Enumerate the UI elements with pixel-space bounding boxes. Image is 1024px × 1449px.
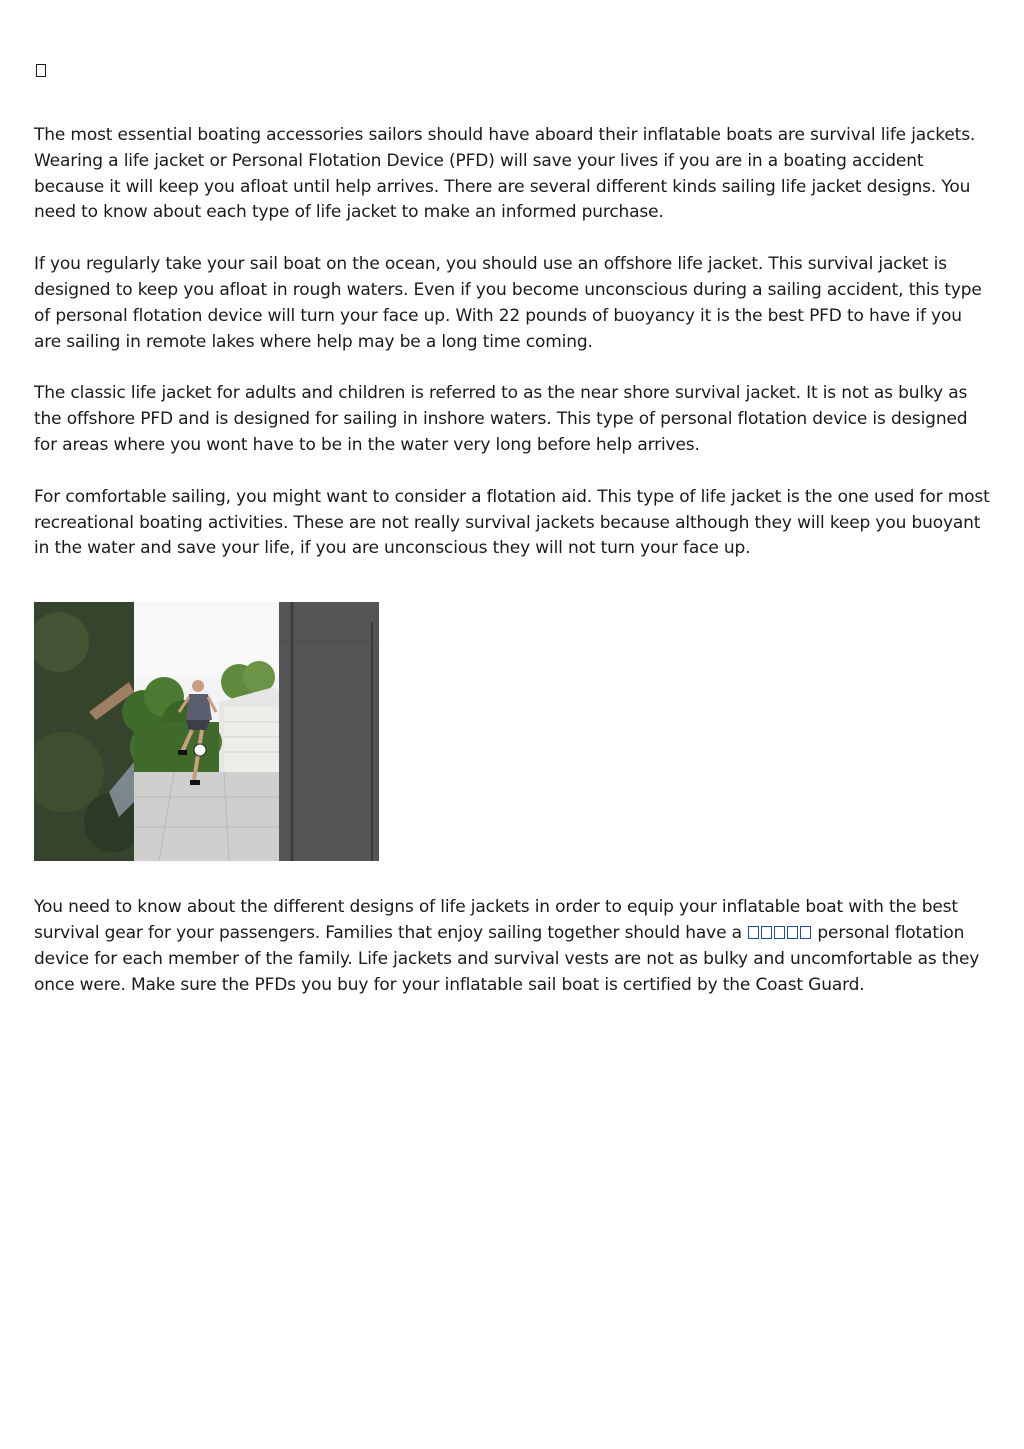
paragraph-5 <box>34 895 994 998</box>
missing-glyph-icon <box>36 64 46 77</box>
soccer-photo <box>34 602 379 861</box>
paragraph-4: For comfortable sailing, you might want to consider a flotation aid. This type of life jacket is the one used for most recreational boating activities. These are not really survival jackets because although they will keep you buoyant in the water and save your life, if you are unconscious they will not turn your face up. <box>34 486 990 559</box>
paragraph-5-text-start: You need to know about the different designs of life jackets in order to equip your inflatable boat with the best survival gear for your passengers. Families that enjoy sailing together should have a <box>34 897 958 943</box>
paragraph-2: If you regularly take your sail boat on the ocean, you should use an offshore life jacket. This survival jacket is designed to keep you afloat in rough waters. Even if you become unconscious during a sailing accident, this type of personal flotation device will turn your face up. With 22 pounds of buoyancy it is the best PFD to have if you are sailing in remote lakes where help may be a long time coming. <box>34 254 982 352</box>
paragraph-1: The most essential boating accessories sailors should have aboard their inflatable boats are survival life jackets. Wearing a life jacket or Personal Flotation Device (PFD) will save your lives if you are in a boating accident because it will keep you afloat until help arrives. There are several different kinds sailing life jacket designs. You need to know about each type of life jacket to make an informed purchase. <box>34 125 976 223</box>
paragraph-5-text-end: personal flotation device for each member of the family. Life jackets and survival vests are not as bulky and uncomfortable as they once were. Make sure the PFDs you buy for your inflatable sail boat is certified by the Coast Guard. <box>34 922 980 995</box>
document-page <box>34 64 994 1024</box>
paragraph-3: The classic life jacket for adults and children is referred to as the near shore survival jacket. It is not as bulky as the offshore PFD and is designed for sailing in inshore waters. This type of personal flotation device is designed for areas where you wont have to be in the water very long before help arrives. <box>34 383 968 455</box>
inline-link[interactable] <box>747 923 812 943</box>
